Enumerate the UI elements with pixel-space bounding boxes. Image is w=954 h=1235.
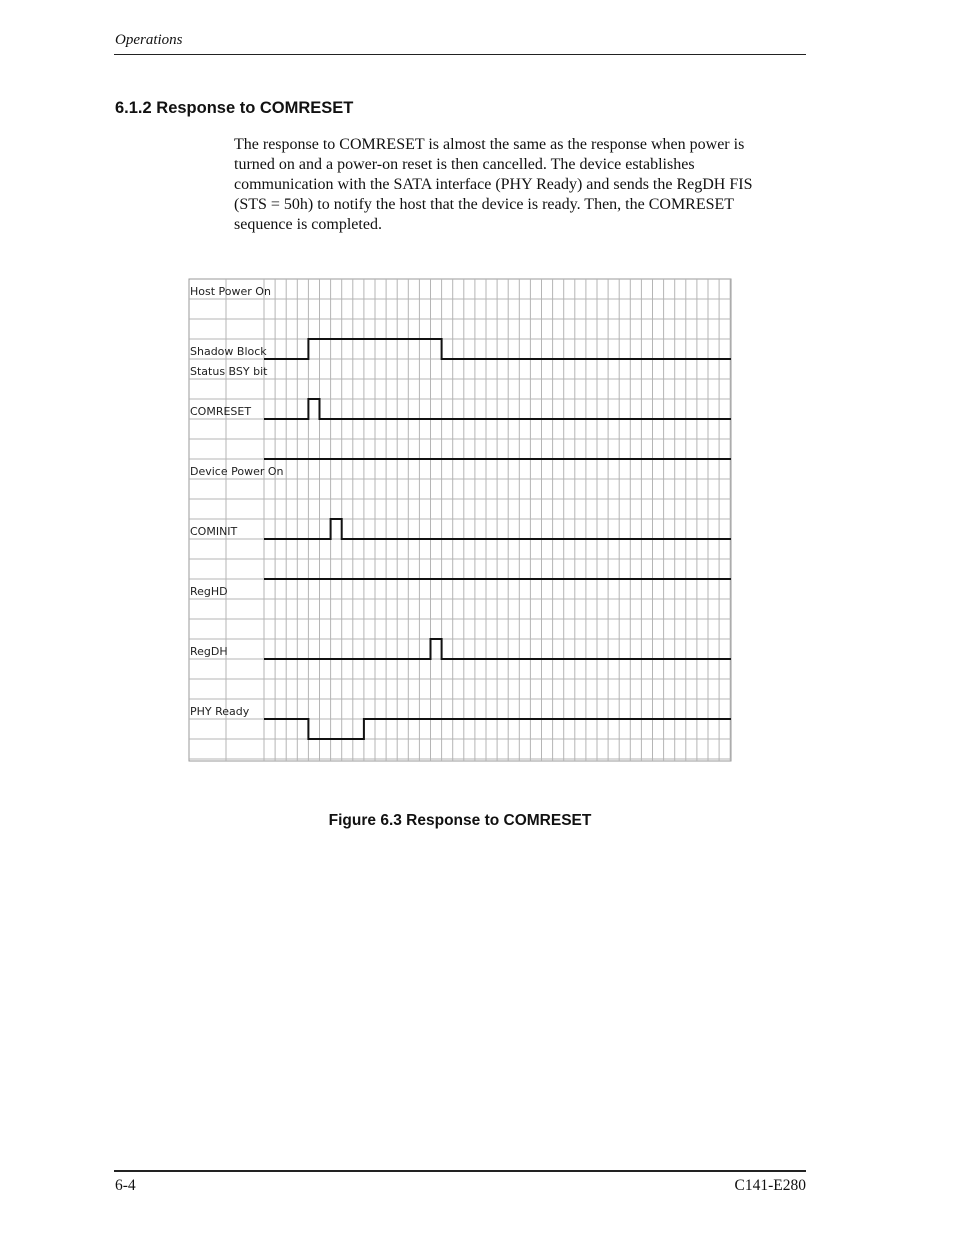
signal-label: RegDH [190, 645, 228, 658]
section-heading: 6.1.2 Response to COMRESET [115, 99, 354, 117]
document-id: C141-E280 [734, 1177, 806, 1194]
signal-label: Host Power On [190, 285, 271, 298]
footer-rule [114, 1170, 806, 1172]
body-line: turned on and a power-on reset is then cancelled. The device establishes [234, 156, 695, 173]
grid-border [189, 279, 731, 761]
signal-label: Device Power On [190, 465, 284, 478]
body-line: sequence is completed. [234, 216, 382, 233]
signal-label: COMRESET [190, 405, 252, 418]
diagram-grid [189, 279, 731, 761]
timing-diagram [188, 278, 732, 762]
page-number: 6-4 [115, 1177, 136, 1194]
signal-label: RegHD [190, 585, 228, 598]
header-rule [114, 54, 806, 55]
figure-caption-text: Figure 6.3 Response to COMRESET [328, 812, 592, 829]
signal-label: PHY Ready [190, 705, 250, 718]
signal-label: COMINIT [190, 525, 238, 538]
signal-label: Shadow Block [190, 345, 267, 358]
body-line: communication with the SATA interface (PHY Ready) and sends the RegDH FIS [234, 176, 753, 193]
signal-labels [190, 285, 284, 718]
signal-label: Status BSY bit [190, 365, 268, 378]
body-line: (STS = 50h) to notify the host that the device is ready. Then, the COMRESET [234, 196, 735, 213]
figure-caption [0, 812, 954, 830]
running-header: Operations [115, 32, 183, 48]
body-line: The response to COMRESET is almost the same as the response when power is [234, 136, 745, 153]
body-paragraph [234, 135, 804, 235]
